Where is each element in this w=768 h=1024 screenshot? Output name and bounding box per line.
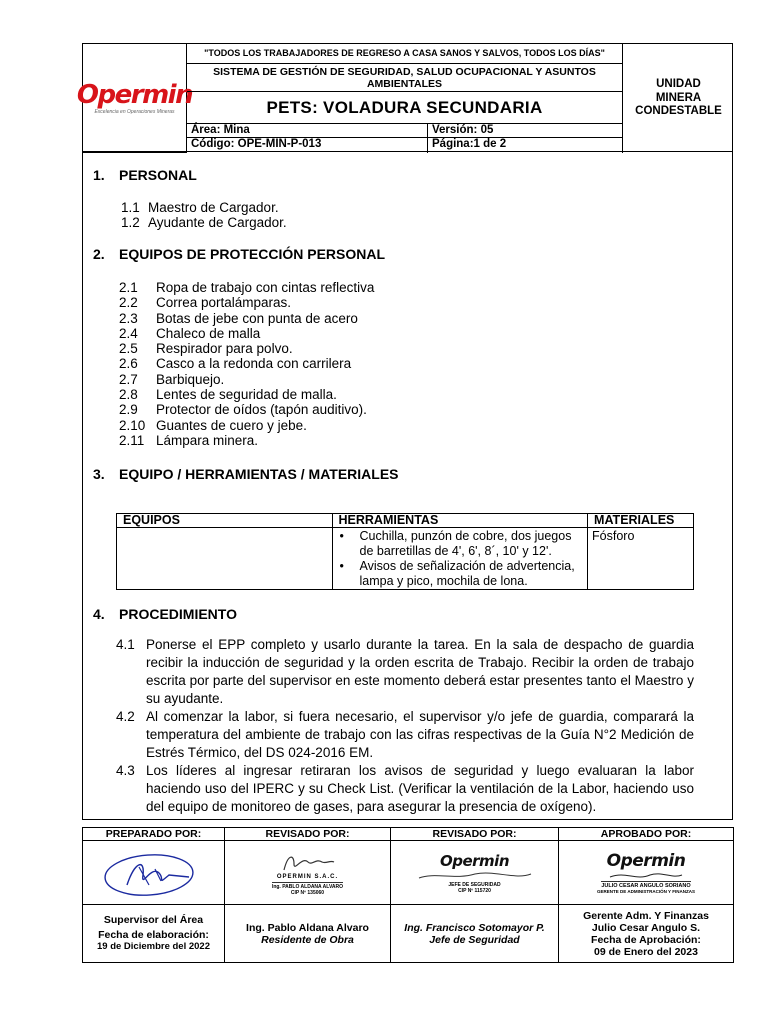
unit-line-1: UNIDAD — [656, 78, 701, 91]
section-equipment-title: 3. EQUIPO / HERRAMIENTAS / MATERIALES — [93, 466, 399, 482]
list-item: 2.3 Botas de jebe con punta de acero — [119, 310, 358, 326]
management-system-title: SISTEMA DE GESTIÓN DE SEGURIDAD, SALUD OCUPACIONAL Y ASUNTOS AMBIENTALES — [187, 64, 623, 92]
list-item: 2.8 Lentes de seguridad de malla. — [119, 387, 337, 403]
approved-by-header: APROBADO POR: — [559, 828, 734, 841]
signature-row — [83, 841, 734, 905]
list-item: 2.2 Correa portalámparas. — [119, 295, 292, 311]
list-item: 1.1 Maestro de Cargador. — [121, 200, 279, 215]
equipment-table — [116, 513, 694, 590]
document-title: PETS: VOLADURA SECUNDARIA — [187, 92, 623, 124]
elaboration-date-label: Fecha de elaboración: — [98, 929, 209, 941]
logo-wordmark: Opermin — [76, 79, 193, 110]
list-item: • Cuchilla, punzón de cobre, dos juegos de barretillas de 4', 6', 8´, 10' y 12'. — [333, 529, 584, 559]
document-body — [82, 152, 733, 820]
names-row — [83, 905, 734, 963]
signature-reviewer-2 — [391, 841, 559, 905]
approver-name: Julio Cesar Angulo S. — [591, 921, 701, 934]
stamp-role: JEFE DE SEGURIDAD — [448, 881, 501, 888]
column-header-materiales: MATERIALES — [588, 514, 694, 528]
list-item: 2.7 Barbiquejo. — [119, 371, 225, 387]
area-field: Área: Mina — [187, 124, 428, 138]
safety-motto: "TODOS LOS TRABAJADORES DE REGRESO A CASA SANOS Y SALVOS, TODOS LOS DÍAS" — [187, 44, 623, 64]
handwritten-signature-icon — [606, 871, 686, 881]
mining-unit — [623, 44, 734, 153]
ppe-list — [119, 280, 374, 448]
handwritten-signature-icon — [99, 845, 209, 901]
procedure-step: 4.3 Los líderes al ingresar retiraran los avisos de seguridad y luego evaluaran la labor haciendo uso del IPERC y su Check List. (Verificar la ventilación de la Labor, haciendo uso del equipo de monitoreo de gases, para asegurar la presencia de oxígeno). — [116, 763, 694, 814]
signature-reviewer-1 — [225, 841, 391, 905]
stamp-name: Ing. PABLO ALDANA ALVARO — [271, 883, 344, 890]
stamp-logo: Opermin — [439, 851, 509, 870]
section-procedure-title: 4. PROCEDIMIENTO — [93, 606, 237, 622]
stamp-role: GERENTE DE ADMINISTRACIÓN Y FINANZAS — [597, 889, 695, 894]
section-personal-title: 1. PERSONAL — [93, 167, 197, 183]
reviewer-1-role: Residente de Obra — [261, 933, 354, 946]
preparer-info — [83, 905, 225, 963]
materiales-cell: Fósforo — [588, 528, 694, 590]
page-field: Página:1 de 2 — [428, 138, 623, 153]
elaboration-date: 19 de Diciembre del 2022 — [96, 941, 210, 952]
list-item: 2.9 Protector de oídos (tapón auditivo). — [119, 402, 367, 418]
personal-list — [121, 200, 287, 231]
equipos-cell — [117, 528, 333, 590]
table-header-row — [117, 514, 694, 528]
list-item: 2.4 Chaleco de malla — [119, 325, 261, 341]
approver-info — [559, 905, 734, 963]
reviewer-1-info — [225, 905, 391, 963]
approval-table — [82, 827, 734, 963]
section-ppe-title: 2. EQUIPOS DE PROTECCIÓN PERSONAL — [93, 246, 386, 262]
list-item: 2.11 Lámpara minera. — [119, 432, 259, 448]
version-field: Versión: 05 — [428, 124, 623, 138]
prepared-by-header: PREPARADO POR: — [83, 828, 225, 841]
stamp-cip: CIP Nº 115720 — [458, 887, 491, 894]
list-item: 1.2 Ayudante de Cargador. — [121, 215, 287, 231]
list-item: 2.5 Respirador para polvo. — [119, 341, 293, 357]
approver-role: Gerente Adm. Y Finanzas — [583, 909, 709, 922]
stamp-logo: Opermin — [606, 851, 686, 871]
column-header-herramientas: HERRAMIENTAS — [332, 514, 588, 528]
reviewed-by-header-2: REVISADO POR: — [391, 828, 559, 841]
reviewer-2-info — [391, 905, 559, 963]
unit-line-2: MINERA — [655, 91, 702, 104]
table-row — [117, 528, 694, 590]
code-field: Código: OPE-MIN-P-013 — [187, 138, 428, 153]
procedure-list — [116, 636, 694, 816]
approval-date: 09 de Enero del 2023 — [594, 945, 698, 958]
herramientas-cell — [332, 528, 588, 590]
list-item: 2.6 Casco a la redonda con carrilera — [119, 356, 352, 372]
company-logo — [76, 44, 193, 153]
procedure-step: 4.2 Al comenzar la labor, si fuera necesario, el supervisor y/o jefe de guardia, comparará la temperatura del ambiente de trabajo con las cifras respectivas de la Guía N°2 Medición de Estrés Térmico, del DS 024-2016 EM. — [116, 709, 694, 760]
stamp-cip: CIP Nº 135060 — [290, 889, 325, 896]
approval-date-label: Fecha de Aprobación: — [591, 933, 701, 946]
list-item: • Avisos de señalización de advertencia, lampa y pico, mochila de lona. — [333, 559, 584, 589]
signature-approver — [559, 841, 734, 905]
stamp-name: JULIO CESAR ANGULO SORIANO — [601, 883, 691, 889]
approval-header-row — [83, 828, 734, 841]
reviewed-by-header: REVISADO POR: — [225, 828, 391, 841]
reviewer-1-name: Ing. Pablo Aldana Alvaro — [246, 921, 369, 934]
reviewer-2-name: Ing. Francisco Sotomayor P. — [404, 921, 545, 934]
preparer-role: Supervisor del Área — [103, 914, 204, 926]
unit-line-3: CONDESTABLE — [635, 105, 722, 118]
handwritten-signature-icon — [415, 870, 535, 882]
list-item: 2.10 Guantes de cuero y jebe. — [119, 417, 307, 433]
document-header — [76, 43, 733, 152]
procedure-step: 4.1 Ponerse el EPP completo y usarlo durante la tarea. En la sala de despacho de guardia recibir la inducción de seguridad y la orden escrita de Trabajo. Recibir la orden de trabajo escrita por parte del supervisor en este momento deberá estar presentes tanto el Maestro y su ayudante. — [116, 637, 694, 706]
column-header-equipos: EQUIPOS — [117, 514, 333, 528]
signature-preparer — [83, 841, 225, 905]
handwritten-signature-icon — [278, 850, 338, 874]
stamp-company: OPERMIN S.A.C. — [276, 873, 339, 880]
list-item: 2.1 Ropa de trabajo con cintas reflectiva — [119, 280, 375, 295]
reviewer-2-role: Jefe de Seguridad — [429, 933, 520, 946]
logo-tagline: Excelencia en Operaciones Mineras — [94, 108, 175, 115]
